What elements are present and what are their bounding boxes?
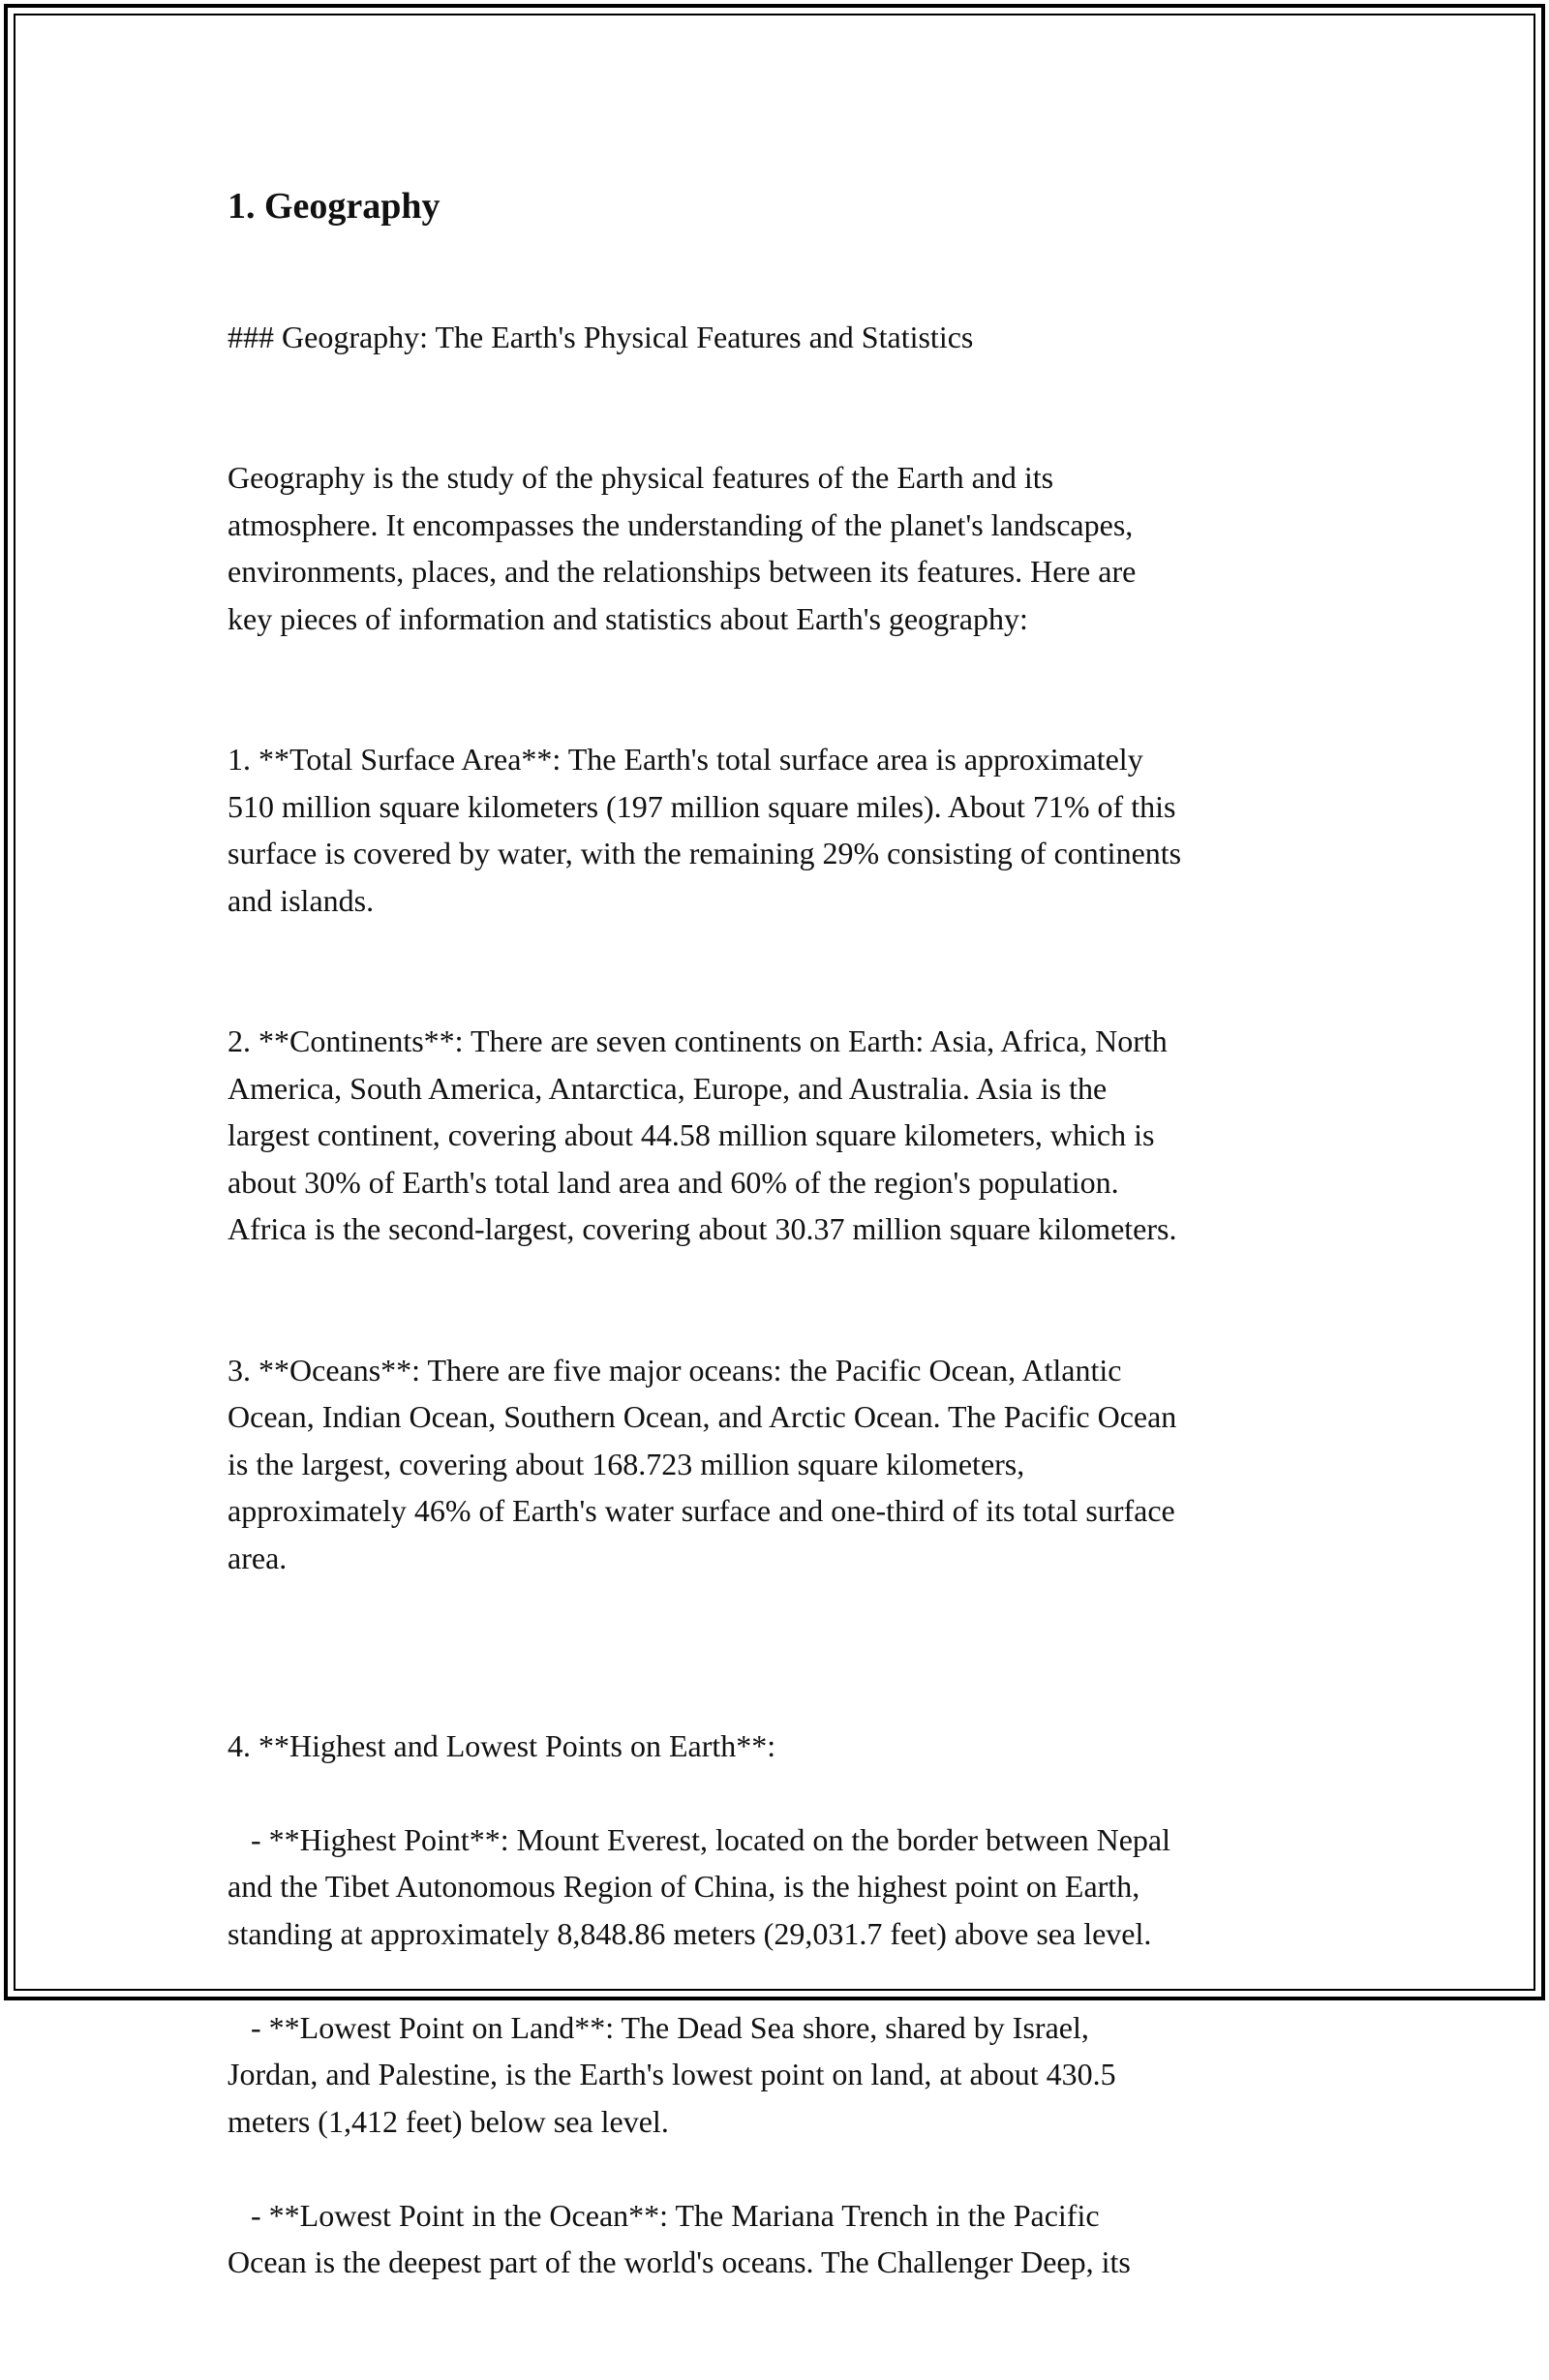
item-highest-lowest-heading: 4. **Highest and Lowest Points on Earth**:: [228, 1727, 776, 1763]
lowest-point-land-text: - **Lowest Point on Land**: The Dead Sea shore, shared by Israel, Jordan, and Palestine, is the Earth's lowest point on land, at about 430.5 meters (1,412 feet) below sea level.: [228, 2009, 1116, 2139]
item-oceans: 3. **Oceans**: There are five major oceans: the Pacific Ocean, Atlantic Ocean, Indian Ocean, Southern Ocean, and Arctic Ocean. The Pacific Ocean is the largest, covering about 168.723 million square kilometers, approximately 46% of Earth's water surface and one-third of its total surface area.: [228, 1352, 1177, 1575]
highest-point-text: - **Highest Point**: Mount Everest, located on the border between Nepal and the Tibet Autonomous Region of China, is the highest point on Earth, standing at approximately 8,848.86 meters (29,031.7 feet) above sea level.: [228, 1821, 1170, 1951]
lowest-point-ocean-text: - **Lowest Point in the Ocean**: The Mariana Trench in the Pacific Ocean is the deepest part of the world's oceans. The Challenger Deep, its: [228, 2197, 1131, 2279]
document-text: [228, 266, 1341, 2380]
item-continents: 2. **Continents**: There are seven continents on Earth: Asia, Africa, North America, South America, Antarctica, Europe, and Australia. Asia is the largest continent, covering about 44.58 million square kilometers, which is about 30% of Earth's total land area and 60% of the region's population. Africa is the second-largest, covering about 30.37 million square kilometers.: [228, 1023, 1177, 1246]
intro-paragraph: Geography is the study of the physical features of the Earth and its atmosphere. It encompasses the understanding of the planet's landscapes, environments, places, and the relationships between its features. Here are key pieces of information and statistics about Earth's geography:: [228, 460, 1137, 636]
document-title: 1. Geography: [228, 186, 440, 227]
document-subtitle: ### Geography: The Earth's Physical Features and Statistics: [228, 319, 974, 354]
document-body: [228, 179, 1341, 2380]
item-total-surface-area: 1. **Total Surface Area**: The Earth's total surface area is approximately 510 million square kilometers (197 million square miles). About 71% of this surface is covered by water, with the remaining 29% consisting of continents and islands.: [228, 742, 1182, 918]
